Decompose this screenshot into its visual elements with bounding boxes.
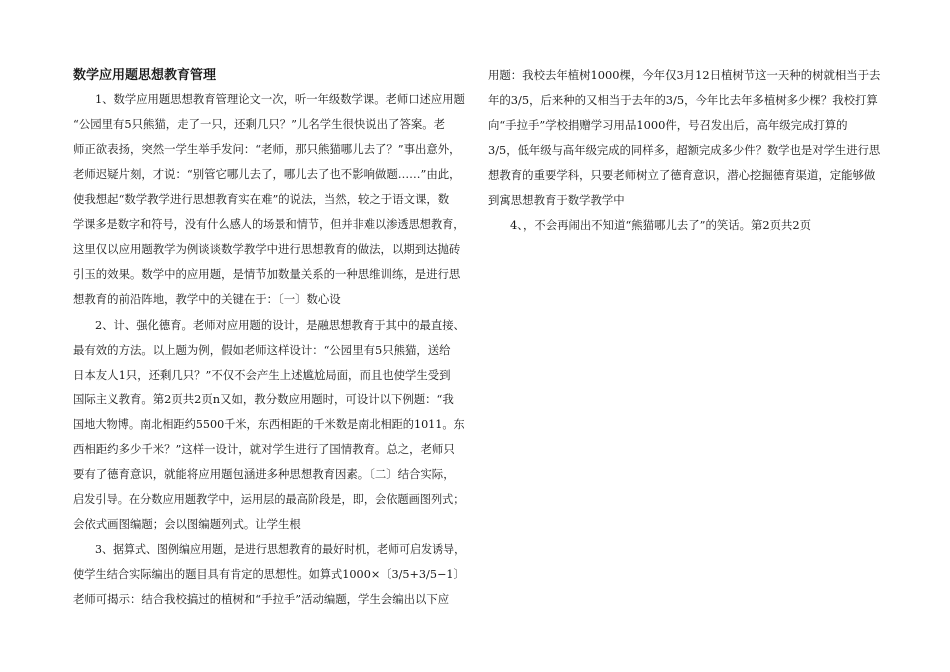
text-line: 老师迟疑片刻，才说：“别管它哪儿去了，哪儿去了也不影响做题……”由此， xyxy=(73,167,461,181)
text-line: 想教育的前沿阵地，教学中的关键在于：〔一〕数心设 xyxy=(73,292,341,306)
text-line: 用题：我校去年植树1000棵，今年仅3月12日植树节这一天种的树就相当于去 xyxy=(488,68,881,82)
text-line: 国地大物博。南北相距约5500千米，东西相距的千米数是南北相距的1011。东 xyxy=(73,417,465,431)
text-line: 西相距约多少千米？”这样一设计，就对学生进行了国情教育。总之，老师只 xyxy=(73,442,455,456)
text-line: 2、计、强化德育。老师对应用题的设计，是融思想教育于其中的最直接、 xyxy=(95,318,465,332)
text-line: 引玉的效果。数学中的应用题，是情节加数量关系的一种思维训练，是进行思 xyxy=(73,267,461,281)
text-line: 学课多是数字和符号，没有什么感人的场景和情节，但并非难以渗透思想教育， xyxy=(73,217,465,231)
text-line: 年的3/5，后来种的又相当于去年的3/5，今年比去年多植树多少棵？我校打算 xyxy=(488,93,878,107)
text-line: 要有了德育意识，就能将应用题包涵进多种思想教育因素。〔二〕结合实际， xyxy=(73,467,455,481)
text-line: 师正欲表扬，突然一学生举手发问：“老师，那只熊猫哪儿去了？”事出意外， xyxy=(73,142,461,156)
text-line: 1、数学应用题思想教育管理论文一次，听一年级数学课。老师口述应用题 xyxy=(95,92,465,106)
text-line: 使我想起“数学教学进行思想教育实在难”的说法，当然，较之于语文课，数 xyxy=(73,192,450,206)
text-line: 日本友人1只，还剩几只？”不仅不会产生上述尴尬局面，而且也使学生受到 xyxy=(73,368,451,382)
text-line: 3、据算式、图例编应用题，是进行思想教育的最好时机，老师可启发诱导， xyxy=(95,542,466,556)
text-line: 老师可揭示：结合我校搞过的植树和“手拉手”活动编题，学生会编出以下应 xyxy=(73,592,450,606)
text-line: 国际主义教育。第2页共2页n又如，教分数应用题时，可设计以下例题：“我 xyxy=(73,392,454,406)
text-line: 4、，不会再闹出不知道“熊猫哪儿去了”的笑话。第2页共2页 xyxy=(510,218,812,232)
text-line: “公园里有5只熊猫，走了一只，还剩几只？”儿名学生很快说出了答案。老 xyxy=(73,117,446,131)
document-title: 数学应用题思想教育管理 xyxy=(73,68,217,83)
text-line: 启发引导。在分数应用题教学中，运用层的最高阶段是，即，会依题画图列式； xyxy=(73,492,465,506)
text-line: 使学生结合实际编出的题目具有肯定的思想性。如算式1000×〔3/5+3/5−1〕 xyxy=(73,567,465,581)
text-line: 最有效的方法。以上题为例，假如老师这样设计：“公园里有5只熊猫，送给 xyxy=(73,343,451,357)
text-line: 向“手拉手”学校捐赠学习用品1000件，号召发出后，高年级完成打算的 xyxy=(488,118,848,132)
text-line: 这里仅以应用题教学为例谈谈数学教学中进行思想教育的做法，以期到达抛砖 xyxy=(73,242,461,256)
text-line: 3/5，低年级与高年级完成的同样多，超额完成多少件？数学也是对学生进行思 xyxy=(488,143,881,157)
text-line: 想教育的重要学科，只要老师树立了德育意识，潜心挖掘德育渠道，定能够做 xyxy=(488,168,876,182)
text-line: 到寓思想教育于数学教学中 xyxy=(488,193,625,207)
text-line: 会依式画图编题；会以图编题列式。让学生根 xyxy=(73,517,301,531)
